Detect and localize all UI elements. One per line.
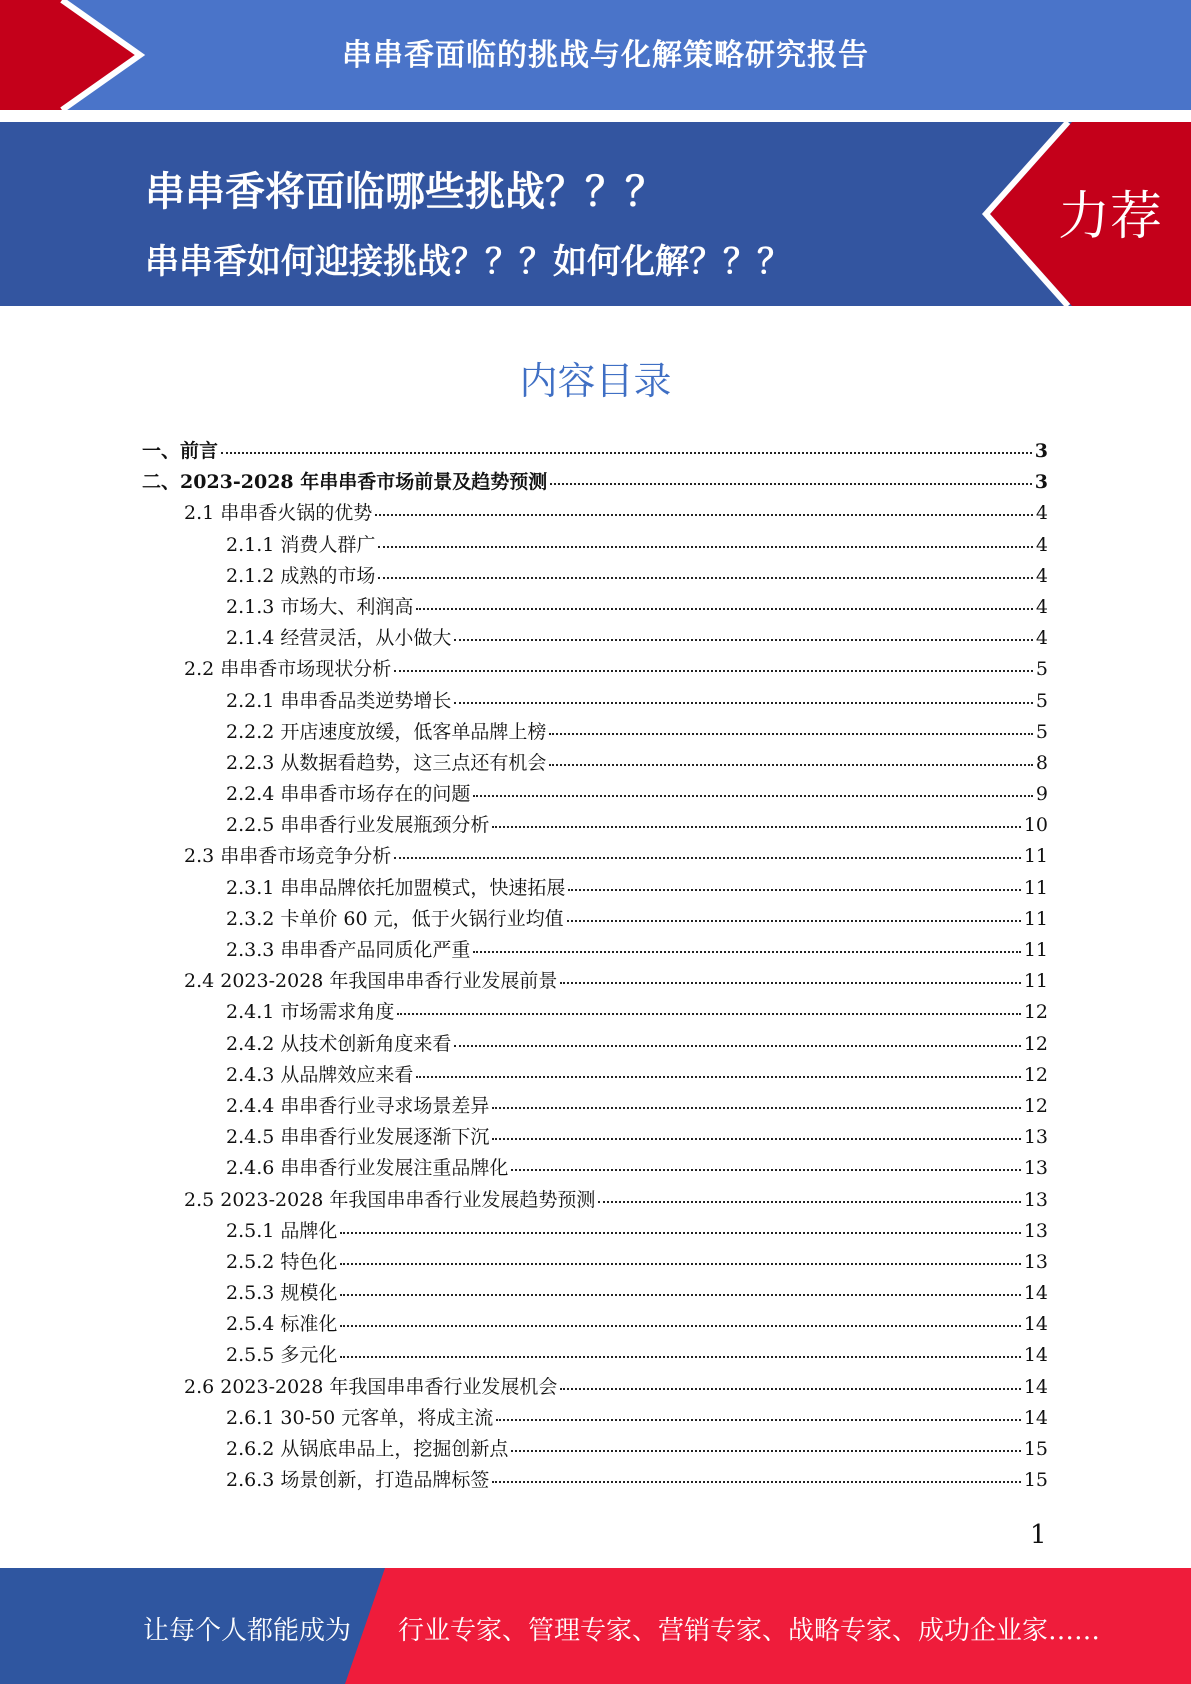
toc-dot-leader <box>454 638 1033 641</box>
toc-entry-page: 14 <box>1023 1375 1048 1398</box>
toc-entry-page: 5 <box>1035 720 1048 743</box>
toc-entry-label: 2.5.5 多元化 <box>226 1344 338 1367</box>
toc-entry[interactable] <box>142 779 1048 810</box>
toc-dot-leader <box>416 607 1033 610</box>
toc-dot-leader <box>492 825 1020 828</box>
toc-entry-label: 2.2.1 串串香品类逆势增长 <box>226 689 452 712</box>
toc-dot-leader <box>549 732 1033 735</box>
toc-entry[interactable] <box>142 1247 1048 1278</box>
toc-entry[interactable] <box>142 686 1048 717</box>
toc-entry[interactable] <box>142 1309 1048 1340</box>
footer-slogan-right: 行业专家、管理专家、营销专家、战略专家、成功企业家…… <box>398 1616 1101 1646</box>
toc-entry[interactable] <box>142 1340 1048 1371</box>
toc-entry-page: 14 <box>1023 1282 1048 1305</box>
toc-entry-label: 2.1.2 成熟的市场 <box>226 564 376 587</box>
toc-entry-label: 2.5.1 品牌化 <box>226 1219 338 1242</box>
toc-entry[interactable] <box>142 654 1048 685</box>
toc-dot-leader <box>492 1480 1020 1483</box>
toc-entry-label: 2.4.3 从品牌效应来看 <box>226 1063 414 1086</box>
toc-dot-leader <box>560 1387 1020 1390</box>
toc-dot-leader <box>492 1106 1020 1109</box>
toc-entry-page: 13 <box>1023 1250 1048 1273</box>
toc-entry-label: 2.5.4 标准化 <box>226 1313 338 1336</box>
toc-entry-label: 2.4 2023-2028 年我国串串香行业发展前景 <box>184 970 558 993</box>
banner-question-2: 串串香如何迎接挑战？？？如何化解？？？ <box>145 242 791 282</box>
toc-entry[interactable] <box>142 1153 1048 1184</box>
toc-entry[interactable] <box>142 498 1048 529</box>
banner-question-1: 串串香将面临哪些挑战？？？ <box>145 169 665 215</box>
toc-dot-leader <box>511 1168 1020 1171</box>
toc-entry-label: 2.2 串串香市场现状分析 <box>184 658 392 681</box>
toc-entry-label: 2.1 串串香火锅的优势 <box>184 502 373 525</box>
toc-dot-leader <box>550 482 1032 485</box>
toc-entry[interactable] <box>142 966 1048 997</box>
toc-entry-label: 2.6.1 30-50 元客单，将成主流 <box>226 1406 494 1429</box>
toc-entry[interactable] <box>142 561 1048 592</box>
toc-entry-label: 2.1.3 市场大、利润高 <box>226 595 414 618</box>
toc-entry-page: 5 <box>1035 689 1048 712</box>
toc-dot-leader <box>378 545 1033 548</box>
question-banner <box>0 122 1191 306</box>
toc-entry-page: 11 <box>1023 970 1048 993</box>
toc-entry[interactable] <box>142 1122 1048 1153</box>
toc-entry[interactable] <box>142 873 1048 904</box>
toc-entry[interactable] <box>142 436 1048 467</box>
toc-entry-label: 2.4.5 串串香行业发展逐渐下沉 <box>226 1126 490 1149</box>
toc-entry[interactable] <box>142 1060 1048 1091</box>
toc-entry-page: 13 <box>1023 1188 1048 1211</box>
toc-entry-label: 2.3.2 卡单价 60 元，低于火锅行业均值 <box>226 907 564 930</box>
toc-dot-leader <box>340 1293 1020 1296</box>
toc-dot-leader <box>560 981 1020 984</box>
toc-entry-page: 4 <box>1035 595 1048 618</box>
toc-entry-label: 2.2.4 串串香市场存在的问题 <box>226 783 471 806</box>
toc-entry-label: 2.6.2 从锅底串品上，挖掘创新点 <box>226 1438 509 1460</box>
toc-dot-leader <box>473 794 1033 797</box>
page-number: 1 <box>1030 1520 1047 1550</box>
toc-entry-label: 2.1.4 经营灵活，从小做大 <box>226 627 452 650</box>
toc-entry[interactable] <box>142 1278 1048 1309</box>
toc-dot-leader <box>473 950 1020 953</box>
toc-entry[interactable] <box>142 1403 1048 1434</box>
toc-entry-label: 二、2023-2028 年串串香市场前景及趋势预测 <box>142 471 548 494</box>
toc-entry-page: 11 <box>1023 939 1048 961</box>
toc-entry[interactable] <box>142 904 1048 935</box>
toc-dot-leader <box>340 1231 1020 1234</box>
toc-entry-page: 15 <box>1023 1438 1048 1460</box>
toc-entry[interactable] <box>142 623 1048 654</box>
toc-entry-page: 13 <box>1023 1219 1048 1242</box>
toc-entry[interactable] <box>142 592 1048 623</box>
toc-entry-label: 2.2.2 开店速度放缓，低客单品牌上榜 <box>226 720 547 743</box>
toc-dot-leader <box>598 1200 1020 1203</box>
toc-entry-page: 3 <box>1034 471 1048 494</box>
top-header-bar <box>0 0 1191 110</box>
toc-entry-label: 2.3.3 串串香产品同质化严重 <box>226 939 471 961</box>
toc-entry-page: 4 <box>1035 564 1048 587</box>
toc-entry-label: 一、前言 <box>142 440 219 462</box>
toc-entry-page: 12 <box>1023 1001 1048 1024</box>
toc-dot-leader <box>394 669 1033 672</box>
toc-entry[interactable] <box>142 748 1048 779</box>
toc-entry-label: 2.6.3 场景创新，打造品牌标签 <box>226 1469 490 1492</box>
toc-entry[interactable] <box>142 1091 1048 1122</box>
toc-entry-page: 12 <box>1023 1032 1048 1055</box>
toc-entry-page: 8 <box>1035 751 1048 774</box>
toc-entry-page: 11 <box>1023 907 1048 930</box>
toc-entry-label: 2.2.3 从数据看趋势，这三点还有机会 <box>226 751 547 774</box>
recommend-badge: 力荐 <box>1058 187 1163 247</box>
toc-dot-leader <box>221 451 1032 454</box>
toc-entry[interactable] <box>142 717 1048 748</box>
toc-entry-page: 5 <box>1035 658 1048 681</box>
toc-entry-label: 2.5 2023-2028 年我国串串香行业发展趋势预测 <box>184 1188 596 1211</box>
toc-entry-page: 10 <box>1023 814 1048 837</box>
toc-entry[interactable] <box>142 1216 1048 1247</box>
toc-entry[interactable] <box>142 467 1048 498</box>
toc-dot-leader <box>375 513 1033 516</box>
toc-dot-leader <box>340 1324 1020 1327</box>
toc-dot-leader <box>511 1449 1020 1452</box>
toc-entry-page: 13 <box>1023 1126 1048 1149</box>
toc-dot-leader <box>340 1355 1020 1358</box>
toc-entry-label: 2.3.1 串串品牌依托加盟模式，快速拓展 <box>226 876 566 899</box>
toc-entry[interactable] <box>142 997 1048 1028</box>
toc-entry-label: 2.4.4 串串香行业寻求场景差异 <box>226 1094 490 1117</box>
toc-entry-page: 11 <box>1023 876 1048 899</box>
toc-entry-page: 11 <box>1023 845 1048 868</box>
toc-entry-page: 14 <box>1023 1406 1048 1429</box>
toc-dot-leader <box>454 1044 1020 1047</box>
toc-entry-label: 2.4.6 串串香行业发展注重品牌化 <box>226 1157 509 1180</box>
toc-dot-leader <box>394 856 1021 859</box>
toc-entry-page: 4 <box>1035 627 1048 650</box>
toc-dot-leader <box>340 1262 1020 1265</box>
toc-entry[interactable] <box>142 1372 1048 1403</box>
table-of-contents <box>142 436 1048 1496</box>
toc-dot-leader <box>454 701 1033 704</box>
toc-dot-leader <box>496 1418 1021 1421</box>
toc-entry[interactable] <box>142 1465 1048 1496</box>
toc-entry-page: 12 <box>1023 1063 1048 1086</box>
toc-entry-label: 2.5.2 特色化 <box>226 1250 338 1273</box>
toc-entry-page: 4 <box>1035 533 1048 556</box>
toc-entry-label: 2.4.1 市场需求角度 <box>226 1001 395 1024</box>
toc-entry[interactable] <box>142 1434 1048 1465</box>
toc-entry-page: 14 <box>1023 1344 1048 1367</box>
toc-entry-page: 12 <box>1023 1094 1048 1117</box>
report-title: 串串香面临的挑战与化解策略研究报告 <box>342 38 869 73</box>
toc-dot-leader <box>378 576 1033 579</box>
toc-entry[interactable] <box>142 1185 1048 1216</box>
toc-dot-leader <box>568 888 1020 891</box>
footer-slogan-left: 让每个人都能成为 <box>143 1616 352 1646</box>
toc-entry-page: 3 <box>1034 440 1048 462</box>
toc-dot-leader <box>416 1075 1020 1078</box>
toc-entry-page: 4 <box>1035 502 1048 525</box>
toc-entry-label: 2.1.1 消费人群广 <box>226 533 376 556</box>
toc-entry-page: 15 <box>1023 1469 1048 1492</box>
toc-entry-label: 2.4.2 从技术创新角度来看 <box>226 1032 452 1055</box>
toc-entry[interactable] <box>142 841 1048 872</box>
toc-entry[interactable] <box>142 530 1048 561</box>
toc-entry[interactable] <box>142 810 1048 841</box>
toc-entry-label: 2.6 2023-2028 年我国串串香行业发展机会 <box>184 1375 558 1398</box>
toc-entry-page: 9 <box>1035 783 1048 806</box>
toc-dot-leader <box>492 1137 1020 1140</box>
footer-banner <box>0 1568 1191 1684</box>
toc-dot-leader <box>397 1012 1020 1015</box>
toc-entry[interactable] <box>142 1029 1048 1060</box>
toc-entry-label: 2.3 串串香市场竞争分析 <box>184 845 392 868</box>
toc-title: 内容目录 <box>519 359 672 403</box>
toc-dot-leader <box>549 763 1033 766</box>
toc-dot-leader <box>567 919 1021 922</box>
toc-entry[interactable] <box>142 935 1048 966</box>
toc-entry-page: 13 <box>1023 1157 1048 1180</box>
toc-entry-label: 2.5.3 规模化 <box>226 1282 338 1305</box>
toc-entry-label: 2.2.5 串串香行业发展瓶颈分析 <box>226 814 490 837</box>
toc-entry-page: 14 <box>1023 1313 1048 1336</box>
